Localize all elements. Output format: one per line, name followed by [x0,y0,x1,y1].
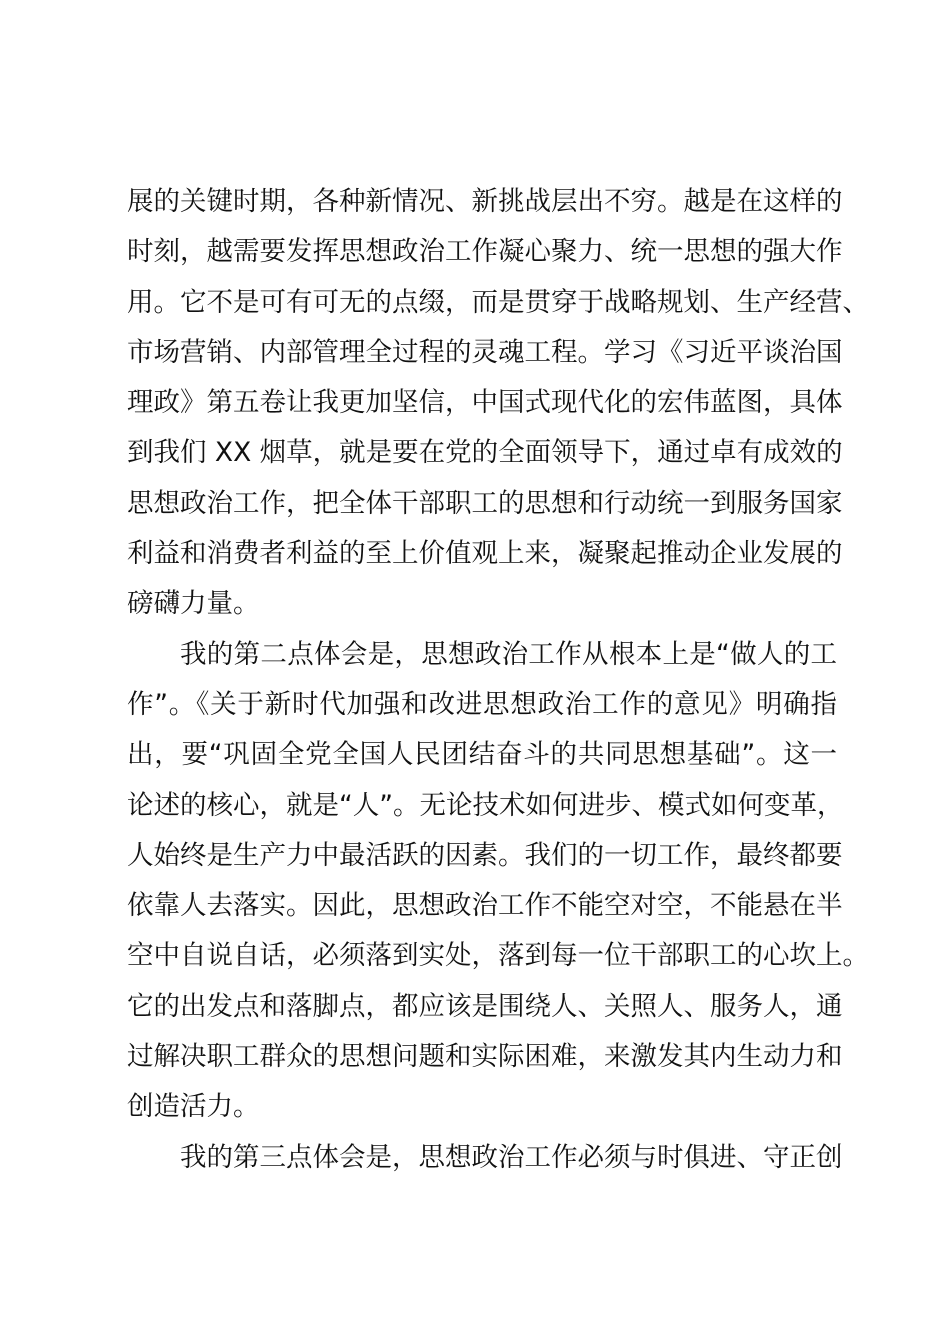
text-line: 创造活力。 [127,1091,260,1123]
text-line: 论述的核心，就是“人”。无论技术如何进步、模式如何变革， [127,789,844,821]
text-line: 依靠人去落实。因此，思想政治工作不能空对空，不能悬在半 [127,890,843,922]
text-line: 它的出发点和落脚点，都应该是围绕人、关照人、服务人，通 [127,990,843,1022]
paragraph-2 [127,630,869,1133]
document-body [127,177,869,1183]
text-line: 我的第三点体会是，思想政治工作必须与时俱进、守正创 [180,1141,843,1173]
text-line: 市场营销、内部管理全过程的灵魂工程。学习《习近平谈治国 [127,336,843,368]
text-line: 理政》第五卷让我更加坚信，中国式现代化的宏伟蓝图，具体 [127,387,843,419]
text-line: 展的关键时期，各种新情况、新挑战层出不穷。越是在这样的 [127,186,843,217]
text-line: 我的第二点体会是，思想政治工作从根本上是“做人的工 [180,638,837,670]
paragraph-1 [127,177,869,630]
text-line: 到我们 XX 烟草，就是要在党的全面领导下，通过卓有成效的 [127,437,843,469]
text-line: 出，要“巩固全党全国人民团结奋斗的共同思想基础”。这一 [127,739,837,771]
text-line: 磅礴力量。 [127,588,260,620]
text-line: 时刻，越需要发挥思想政治工作凝心聚力、统一思想的强大作 [127,236,843,268]
text-line: 人始终是生产力中最活跃的因素。我们的一切工作，最终都要 [127,839,843,871]
text-line: 作”。《关于新时代加强和改进思想政治工作的意见》明确指 [127,688,837,720]
text-line: 空中自说自话，必须落到实处，落到每一位干部职工的心坎上。 [127,940,869,972]
text-line: 利益和消费者利益的至上价值观上来，凝聚起推动企业发展的 [127,538,843,570]
text-line: 过解决职工群众的思想问题和实际困难，来激发其内生动力和 [127,1041,843,1073]
paragraph-3 [127,1133,843,1183]
text-line: 思想政治工作，把全体干部职工的思想和行动统一到服务国家 [127,487,843,519]
text-line: 用。它不是可有可无的点缀，而是贯穿于战略规划、生产经营、 [127,286,869,318]
